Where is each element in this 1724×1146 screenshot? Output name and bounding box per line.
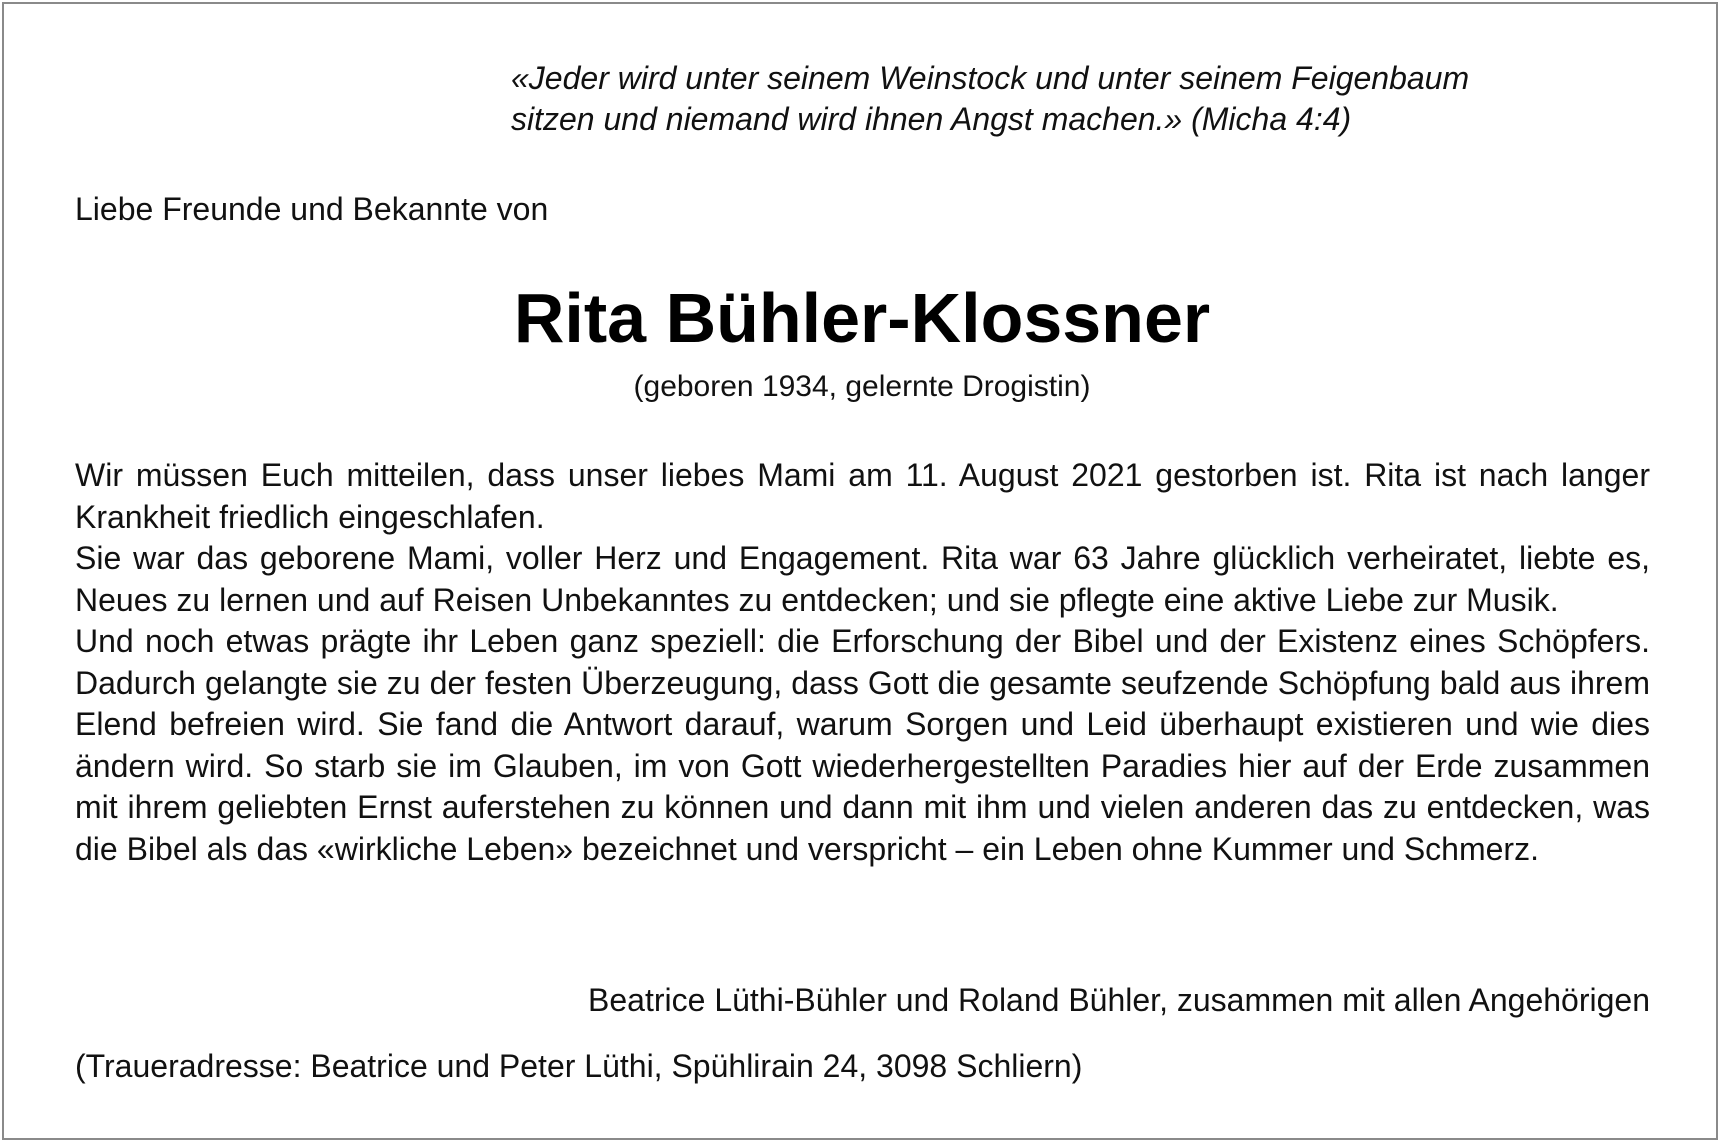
quote-reference: (Micha 4:4) — [1182, 101, 1352, 137]
deceased-name: Rita Bühler-Klossner — [513, 279, 1211, 357]
quote-line-1: «Jeder wird unter seinem Weinstock und unter seinem Feigenbaum — [511, 60, 1470, 96]
quote-line-2 — [511, 99, 1661, 140]
signature: Beatrice Lüthi-Bühler und Roland Bühler, zusammen mit allen Angehörigen — [588, 982, 1650, 1018]
paragraph: Sie war das geborene Mami, voller Herz und Engagement. Rita war 63 Jahre glücklich verheiratet, liebte es, Neues zu lernen und auf Reisen Unbekanntes zu entdecken; und sie pflegte eine aktive Liebe zur Musik. — [75, 540, 1650, 618]
bible-quote — [511, 58, 1661, 140]
deceased-details: (geboren 1934, gelernte Drogistin) — [633, 370, 1091, 403]
quote-line-2-text: sitzen und niemand wird ihnen Angst machen.» — [511, 101, 1183, 137]
greeting: Liebe Freunde und Bekannte von — [75, 191, 549, 227]
paragraph: Und noch etwas prägte ihr Leben ganz speziell: die Erforschung der Bibel und der Existenz eines Schöpfers. Dadurch gelangte sie zu der festen Überzeugung, dass Gott die gesamte seufzende Schöpfung bald aus ihrem Elend befreien wird. Sie fand die Antwort darauf, warum Sorgen und Leid überhaupt existieren und wie dies ändern wird. So starb sie im Glauben, im von Gott wiederhergestellten Paradies hier auf der Erde zusammen mit ihrem geliebten Ernst auferstehen zu können und dann mit ihm und vielen anderen das zu entdecken, was die Bibel als das «wirkliche Leben» bezeichnet und verspricht – ein Leben ohne Kummer und Schmerz. — [75, 623, 1650, 867]
paragraph: Wir müssen Euch mitteilen, dass unser liebes Mami am 11. August 2021 gestorben ist. Rita ist nach langer Krankheit friedlich eingeschlafen. — [75, 457, 1650, 535]
mourning-address: (Traueradresse: Beatrice und Peter Lüthi, Spühlirain 24, 3098 Schliern) — [75, 1048, 1083, 1084]
announcement-body — [75, 455, 1650, 870]
